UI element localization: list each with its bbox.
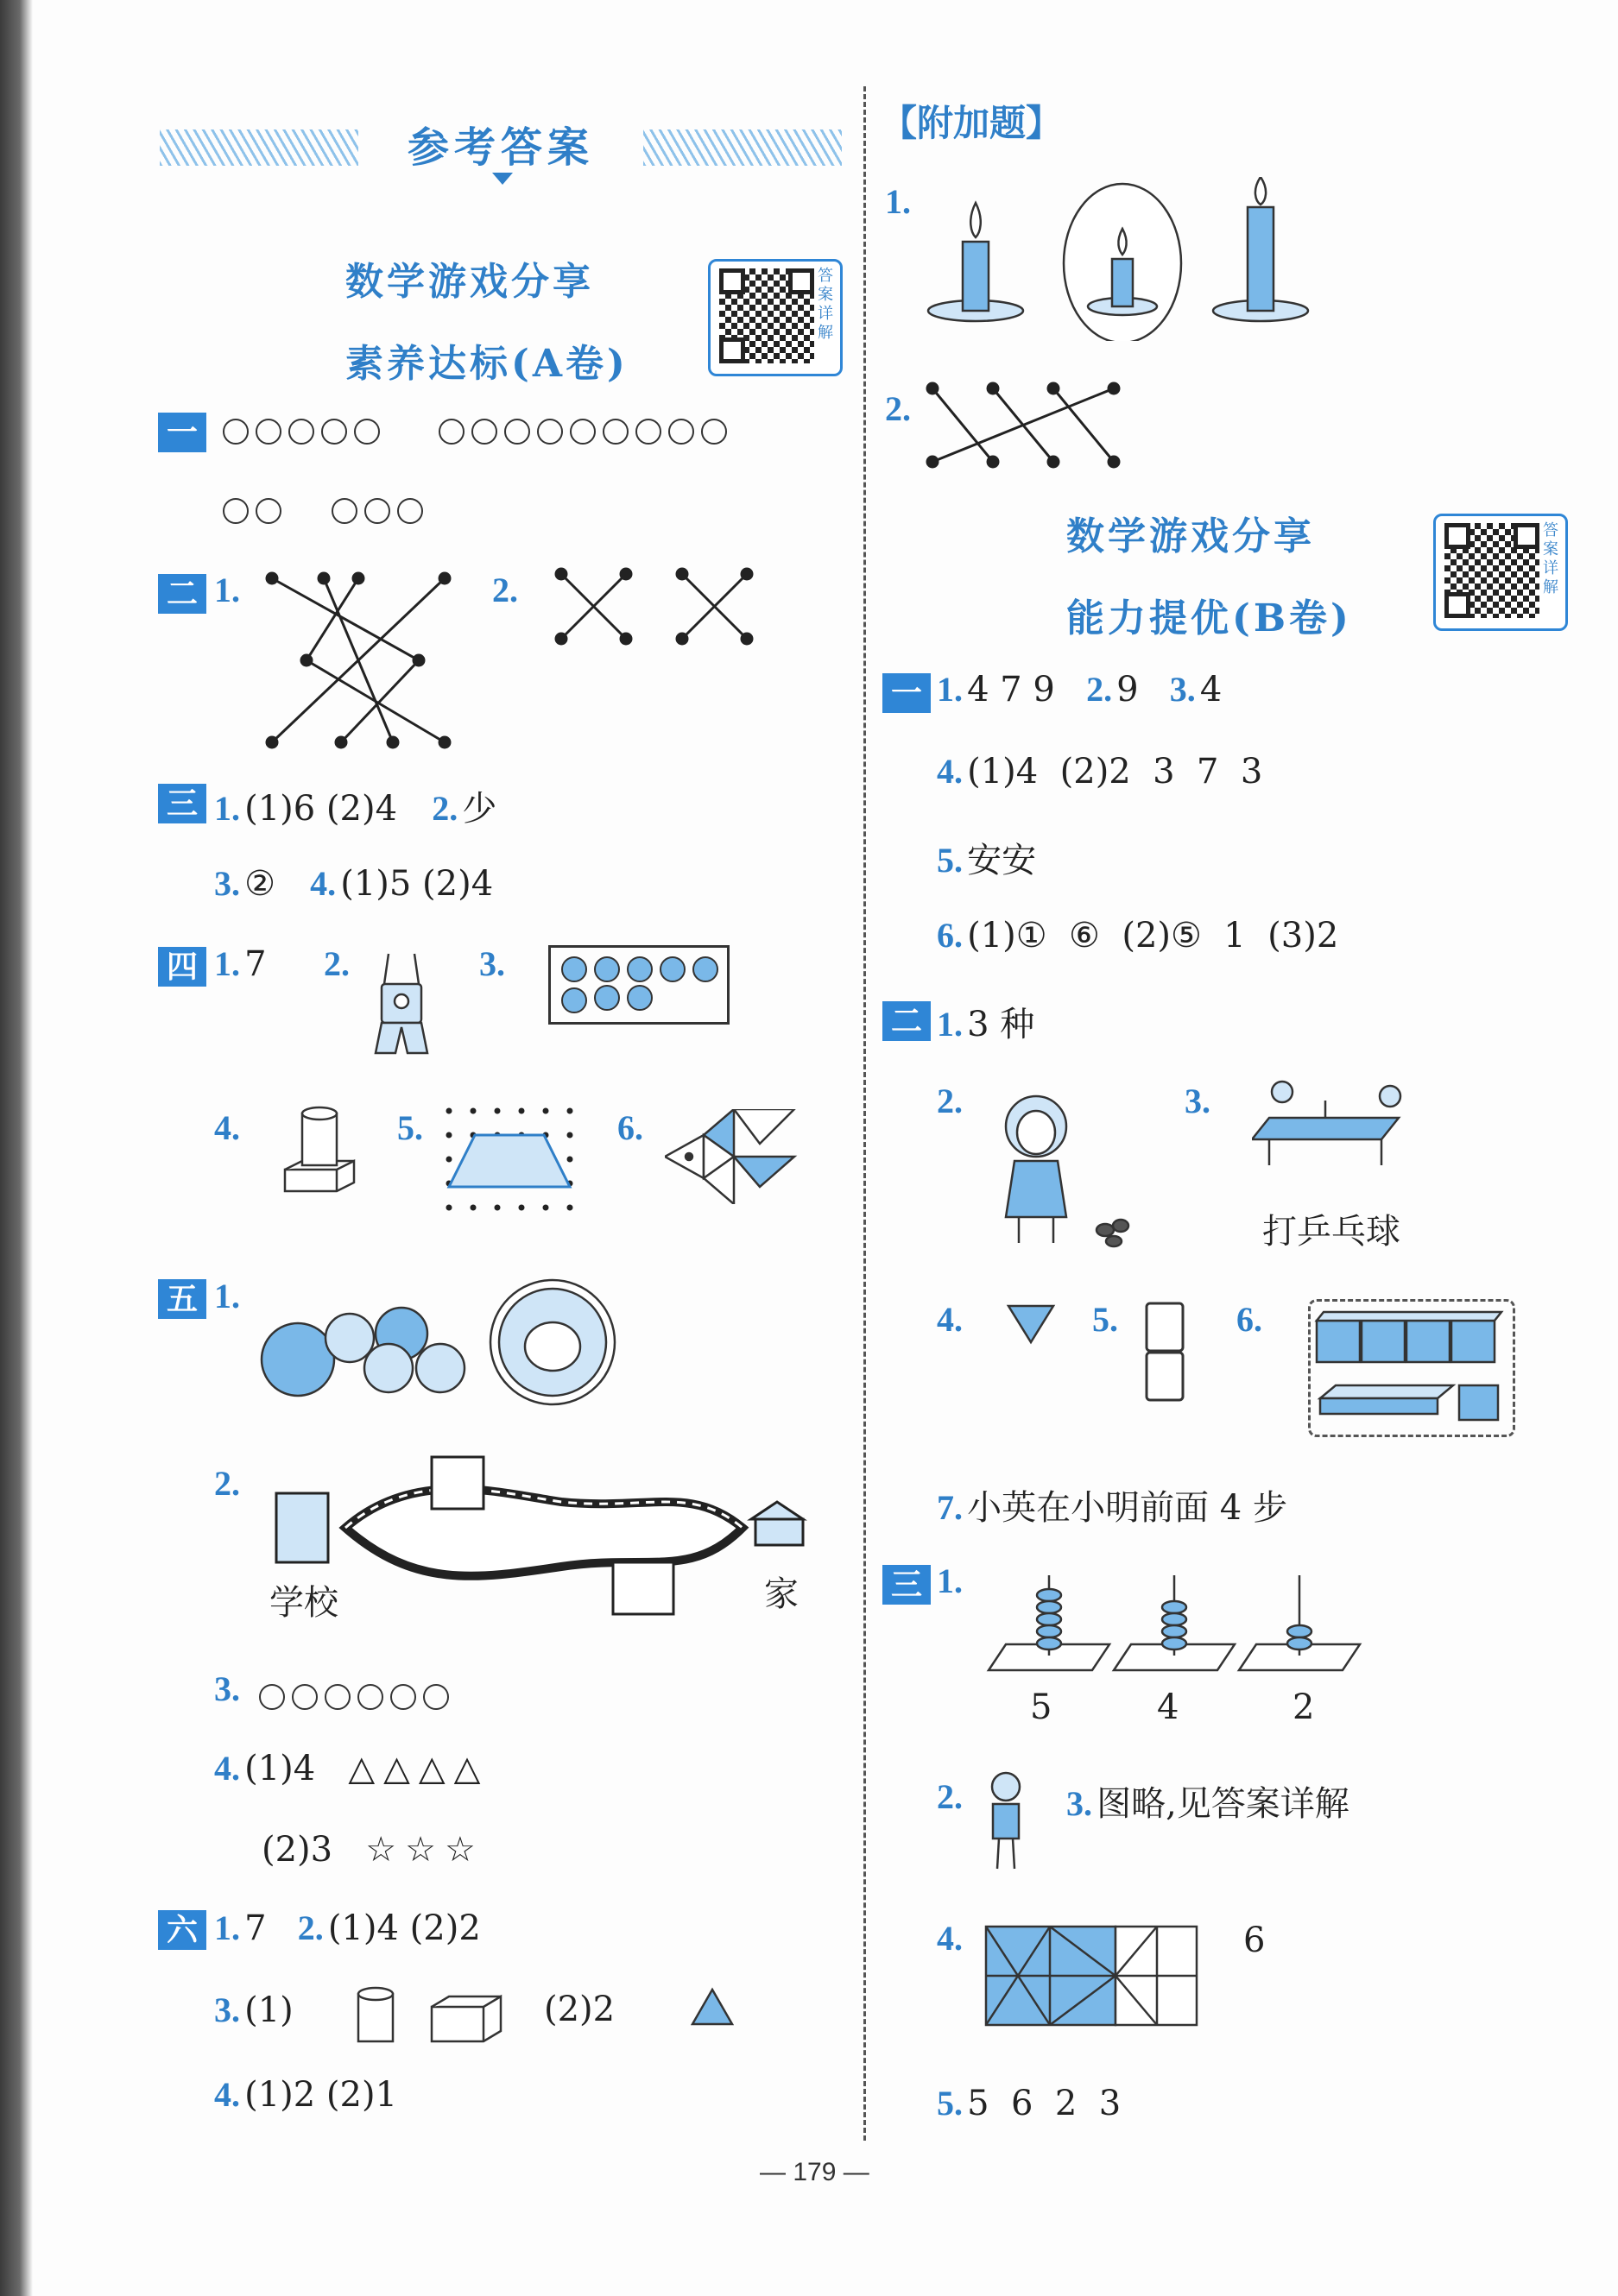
q-number: 2. [214, 1464, 240, 1503]
qr-finder [1514, 523, 1539, 549]
q-number: 2. [885, 389, 911, 428]
grid-dot [567, 1132, 573, 1139]
answer-line: 3. 图略,见答案详解 [1066, 1784, 1349, 1824]
cylinder-on-box-icon [276, 1101, 363, 1195]
answer-line: 1. 7 [214, 944, 267, 984]
answer-title-bar [160, 121, 842, 174]
left-section-title-1: 数学游戏分享 [345, 260, 594, 304]
section-badge-r2: 二 [882, 1001, 931, 1041]
answer-line: 4. (1)4 △△△△ [214, 1749, 490, 1788]
answer-line: 5. 安安 [937, 841, 1037, 880]
answer-line: 3. [214, 1668, 456, 1710]
page-number: — 179 — [760, 2158, 869, 2186]
qr-finder [788, 268, 814, 294]
title-arrow-icon [492, 173, 513, 185]
grid-dot [471, 1205, 477, 1211]
grid-dot [567, 1205, 573, 1211]
abacus-figure [984, 1571, 1373, 1683]
grid-dot [567, 1108, 573, 1114]
boy-figure [980, 1765, 1032, 1877]
balls-group-figure [259, 1277, 622, 1407]
qr-code-left[interactable] [708, 259, 843, 376]
qr-label: 答案详解 [1543, 521, 1558, 596]
grid-dot [446, 1205, 452, 1211]
q-number: 1. [214, 571, 240, 609]
circles-row-1 [223, 419, 734, 445]
answer-line: 5. 5 6 2 3 [937, 2084, 1122, 2123]
q-number: 2. [937, 1082, 963, 1120]
abacus-value: 2 [1293, 1687, 1315, 1727]
solids-pair-icon [345, 1981, 518, 2050]
section-badge-6: 六 [158, 1910, 206, 1950]
section-badge-r3: 三 [882, 1565, 931, 1605]
abacus-value: 5 [1030, 1687, 1052, 1727]
q-number: 1. [885, 182, 911, 221]
q-number: 3. [1185, 1082, 1210, 1120]
q4-answer: 6 [1243, 1921, 1266, 1960]
grid-dot [519, 1205, 525, 1211]
school-label: 学校 [269, 1583, 338, 1623]
title-hatch-left [160, 129, 358, 166]
q-number: 2. [492, 571, 518, 609]
qr-finder [719, 268, 745, 294]
circles-row-2 [223, 498, 430, 524]
q-number: 4. [937, 1300, 963, 1339]
ping-pong-caption: 打乒乓球 [1262, 1212, 1400, 1252]
section-badge-3: 三 [158, 784, 206, 823]
zigzag-lines-figure [924, 380, 1131, 475]
grid-dot [495, 1108, 501, 1114]
trapezoid-dot-grid-figure [436, 1101, 583, 1221]
grid-dot [567, 1157, 573, 1163]
q-number: 2. [324, 944, 350, 983]
title-hatch-right [643, 129, 842, 166]
qr-code-right[interactable] [1433, 514, 1568, 631]
grid-dot [446, 1132, 452, 1139]
inverted-triangle-icon [1006, 1303, 1058, 1347]
triangle-grid-figure [984, 1925, 1200, 2028]
grid-dot [446, 1108, 452, 1114]
q-number: 6. [1236, 1300, 1262, 1339]
q-number: 5. [1092, 1300, 1118, 1339]
qr-finder [1444, 523, 1470, 549]
grid-dot [471, 1108, 477, 1114]
grid-dot [543, 1205, 549, 1211]
grid-dot [519, 1108, 525, 1114]
answer-line: 1. (1)6 (2)4 2. 少 [214, 789, 497, 829]
dots-box-figure [548, 945, 730, 1025]
answer-line: 4. (1)4 (2)2 3 7 3 [937, 752, 1263, 792]
ping-pong-figure [1252, 1075, 1416, 1170]
answer-line: 1. 7 2. (1)4 (2)2 [214, 1908, 481, 1948]
section-badge-r1: 一 [882, 673, 931, 713]
q-number: 3. [479, 944, 505, 983]
answer-line: 4. (1)2 (2)1 [214, 2075, 398, 2115]
scan-edge [0, 0, 33, 2296]
grid-dot [543, 1108, 549, 1114]
number-eight-outline-icon [1140, 1299, 1191, 1411]
answer-line: 6. (1)① ⑥ (2)⑤ 1 (3)2 [937, 916, 1339, 956]
qr-finder [1444, 592, 1470, 618]
matching-lines-figure [255, 561, 462, 751]
abacus-value: 4 [1157, 1687, 1179, 1727]
q-number: 1. [937, 1561, 963, 1600]
right-section-title-1: 数学游戏分享 [1066, 514, 1315, 558]
left-section-title-2: 素养达标(A卷) [345, 342, 629, 386]
answer-line: 1. 4 7 9 2. 9 3. 4 [937, 670, 1223, 710]
right-section-title-2: 能力提优(B卷) [1066, 596, 1352, 640]
q-number: 1. [214, 1277, 240, 1315]
q-number: 5. [397, 1108, 423, 1147]
section-badge-4: 四 [158, 947, 206, 987]
cubes-box-figure [1308, 1299, 1515, 1437]
answer-line: 1. 3 种 [937, 1005, 1035, 1044]
section-badge-5: 五 [158, 1279, 206, 1319]
page-title: 参考答案 [393, 121, 609, 174]
overalls-icon [363, 949, 440, 1062]
answer-line: 3. ② 4. (1)5 (2)4 [214, 864, 494, 904]
grid-dot [446, 1157, 452, 1163]
triangle-icon [691, 1985, 734, 2028]
answer-text: (2)2 [544, 1990, 616, 2029]
q-number: 2. [937, 1777, 963, 1816]
qr-label: 答案详解 [818, 267, 833, 342]
q-number: 4. [214, 1108, 240, 1147]
column-divider [863, 86, 866, 2141]
answer-line: 7. 小英在小明前面 4 步 [937, 1488, 1287, 1528]
section-badge-2: 二 [158, 574, 206, 614]
boy-with-stones-figure [984, 1088, 1140, 1252]
answer-line: 3. (1) [214, 1990, 294, 2030]
tangram-bird-figure [665, 1109, 803, 1204]
q-number: 4. [937, 1919, 963, 1958]
qr-finder [719, 337, 745, 363]
q-number: 6. [617, 1108, 643, 1147]
home-label: 家 [764, 1574, 799, 1614]
section-badge-1: 一 [158, 413, 206, 452]
candles-figure [924, 177, 1330, 341]
grid-dot [495, 1205, 501, 1211]
extra-questions-title: 【附加题】 [881, 102, 1063, 144]
cross-lines-figure [553, 565, 768, 652]
answer-line: (2)3 ☆☆☆ [262, 1830, 484, 1870]
route-map-figure [259, 1450, 829, 1649]
